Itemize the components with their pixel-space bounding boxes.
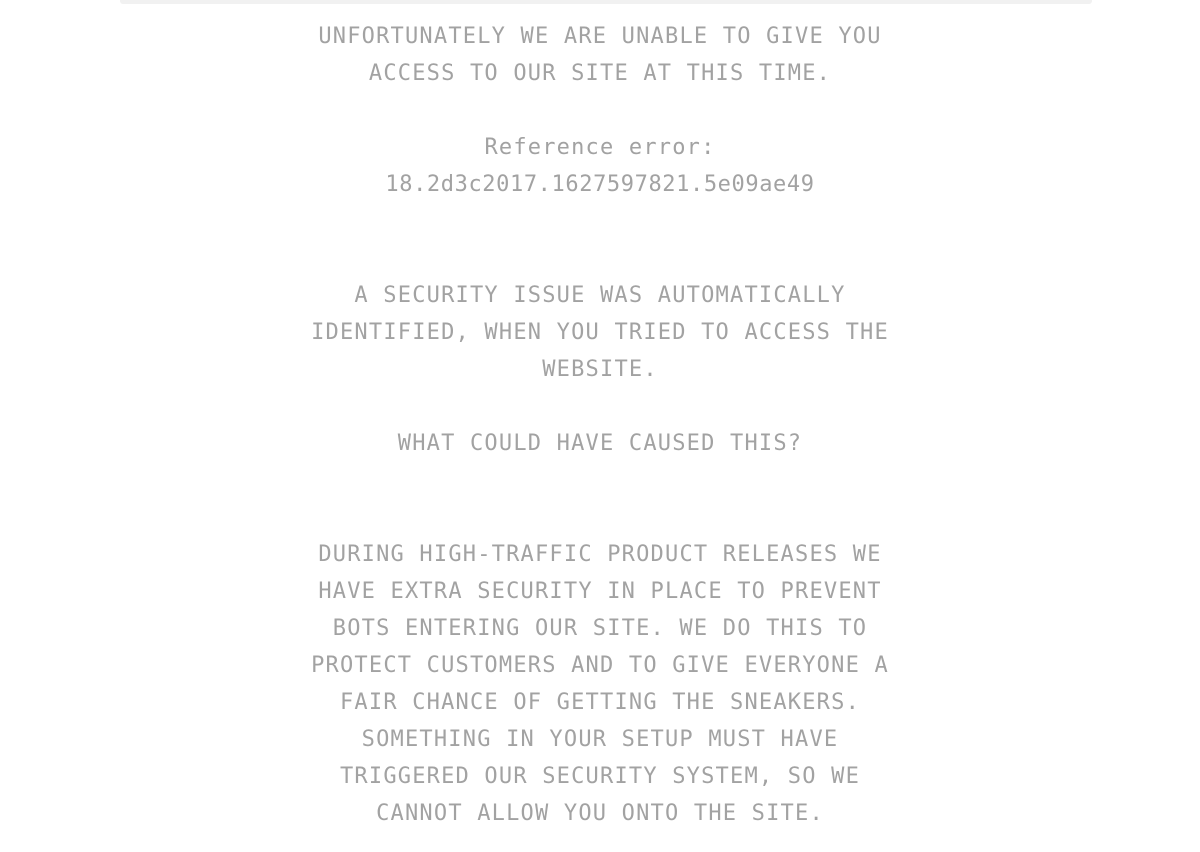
cause-heading: WHAT COULD HAVE CAUSED THIS? <box>397 431 803 456</box>
reference-error <box>300 129 900 203</box>
security-issue-message: A SECURITY ISSUE WAS AUTOMATICALLY IDENTIFIED, WHEN YOU TRIED TO ACCESS THE WEBSITE. <box>311 283 889 382</box>
access-denied-message: UNFORTUNATELY WE ARE UNABLE TO GIVE YOU ACCESS TO OUR SITE AT THIS TIME. <box>318 24 882 86</box>
top-divider <box>120 0 1092 4</box>
cause-explanation: DURING HIGH-TRAFFIC PRODUCT RELEASES WE HAVE EXTRA SECURITY IN PLACE TO PREVENT BOTS ENTERING OUR SITE. WE DO THIS TO PROTECT CUSTOMERS AND TO GIVE EVERYONE A FAIR CHANCE OF GETTING THE SNEAKERS. SOMETHING IN YOUR SETUP MUST HAVE TRIGGERED OUR SECURITY SYSTEM, SO WE CANNOT ALLOW YOU ONTO THE SITE. <box>311 542 889 826</box>
error-message-container <box>300 18 900 832</box>
reference-error-label: Reference error: <box>484 135 716 160</box>
reference-error-code: 18.2d3c2017.1627597821.5e09ae49 <box>385 172 815 197</box>
